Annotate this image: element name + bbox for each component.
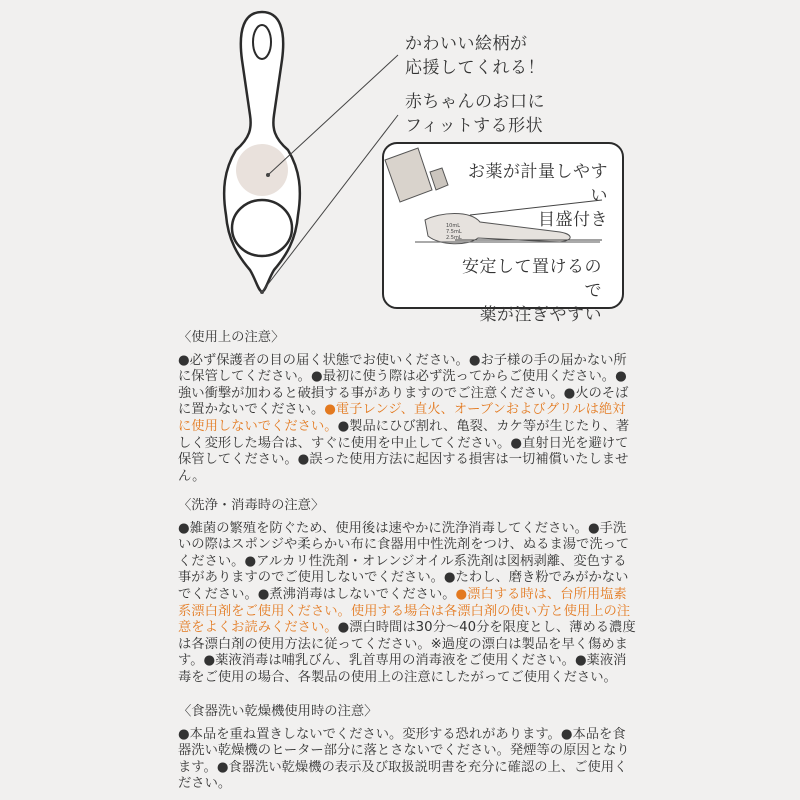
spoon-illustration	[0, 0, 800, 330]
section-body: ●雑菌の繁殖を防ぐため、使用後は速やかに洗浄消毒してください。●手洗いの際はスポンジや柔らかい布に食器用中性洗剤をつけ、ぬるま湯で洗ってください。●アルカリ性洗剤・オレンジオイル系洗剤は図柄剥離、変色する事がありますのでご使用しないでください。●たわし、磨き粉でみがかないでください。●煮沸消毒はしないでください。●漂白する時は、台所用塩素系漂白剤をご使用ください。使用する場合は各漂白剤の使い方と使用上の注意をよくお読みください。●漂白時間は30分～40分を限度とし、薄める濃度は各漂白剤の使用方法に従ってください。※過度の漂白は製品を早く傷めます。●薬液消毒は哺乳びん、乳首専用の消毒液をご使用ください。●薬液消毒をご使用の場合、各製品の使用上の注意にしたがってご使用ください。	[178, 520, 636, 685]
section-body: ●本品を重ね置きしないでください。変形する恐れがあります。●本品を食器洗い乾燥機のヒーター部分に落とさないでください。発煙等の原因となります。●食器洗い乾燥機の表示及び取扱説明書を充分に確認の上、ご使用ください。	[178, 726, 630, 792]
scale-mark: 10mL	[446, 223, 461, 229]
cute-pattern	[236, 144, 288, 196]
section-title: 〈食器洗い乾燥機使用時の注意〉	[178, 704, 378, 719]
highlight-text: ●電子レンジ、直火、オーブンおよびグリルは絶対に使用しないでください。	[178, 402, 626, 434]
cleaning-caution-section	[178, 498, 638, 687]
spoon-bowl	[232, 200, 292, 256]
scale-mark: 7.5mL	[446, 229, 462, 235]
callout-cute-pattern: かわいい絵柄が 応援してくれる！	[405, 34, 545, 78]
section-title: 〈洗浄・消毒時の注意〉	[178, 498, 325, 513]
callout-measure: お薬が計量しやすい 目盛付き	[468, 162, 608, 230]
callout-fit-shape: 赤ちゃんのお口に フィットする形状	[405, 92, 545, 136]
section-body: ●必ず保護者の目の届く状態でお使いください。●お子様の手の届かない所に保管してください。●最初に使う際は必ず洗ってからご使用ください。●強い衝撃が加わると破損する事がありますのでご注意ください。●火のそばに置かないでください。●電子レンジ、直火、オーブンおよびグリルは絶対に使用しないでください。●製品にひび割れ、亀裂、カケ等が生じたり、著しく変形した場合は、すぐに使用を中止してください。●直射日光を避けて保管してください。●誤った使用方法に起因する損害は一切補償いたしません。	[178, 352, 630, 484]
usage-caution-section	[178, 330, 638, 485]
callout-stable: 安定して置けるので 薬が注ぎやすい	[462, 257, 602, 325]
section-title: 〈使用上の注意〉	[178, 330, 285, 345]
highlight-text: ●漂白する時は、台所用塩素系漂白剤をご使用ください。使用する場合は各漂白剤の使い方と使用上の注意をよくお読みください。	[178, 586, 631, 636]
dishwasher-caution-section	[178, 704, 638, 793]
scale-mark: 2.5mL	[446, 235, 462, 241]
